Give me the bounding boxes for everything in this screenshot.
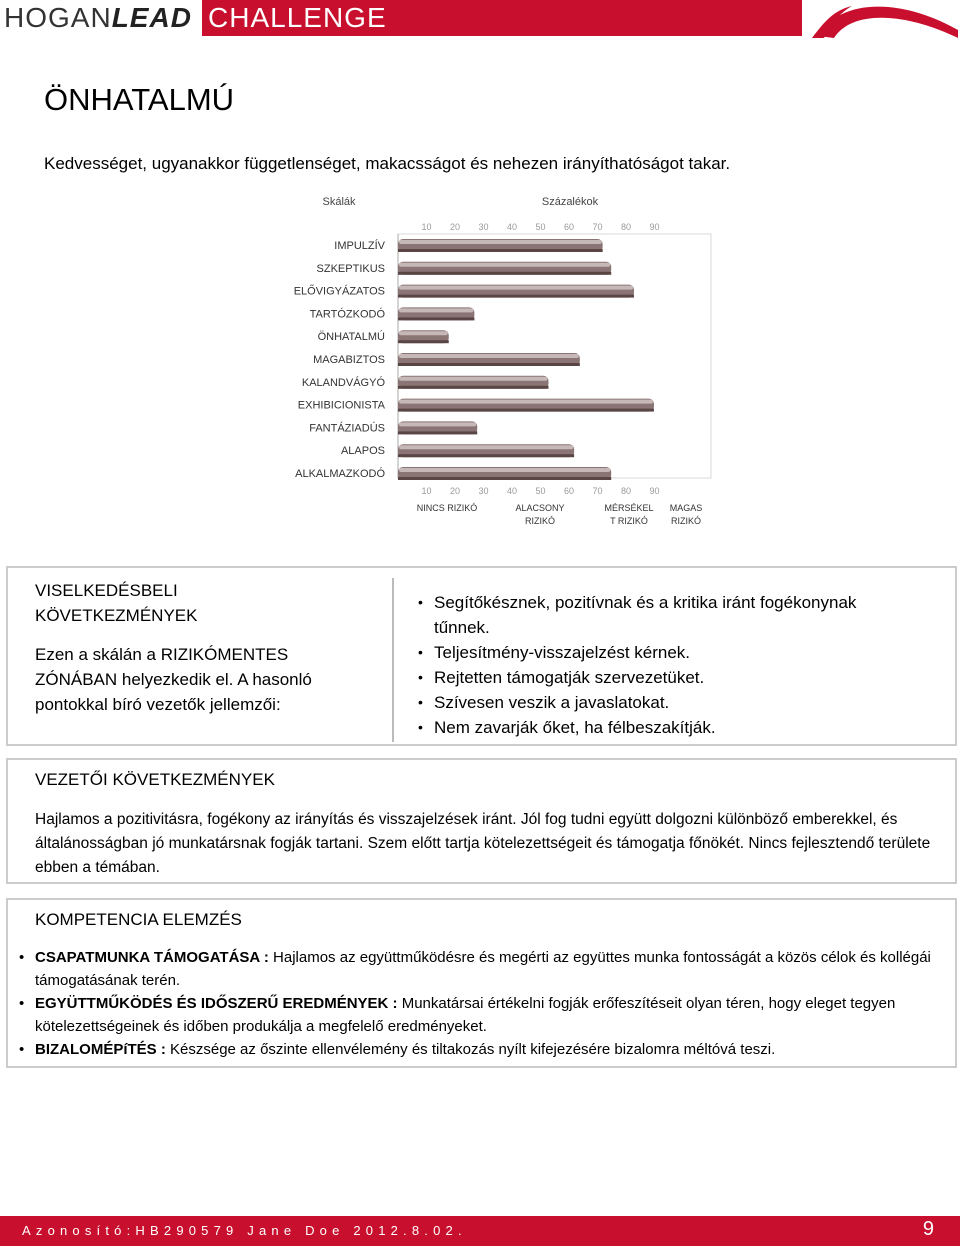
- tick-label: 20: [449, 222, 461, 232]
- competency-list: [35, 946, 945, 1061]
- tick-label: 70: [592, 486, 603, 496]
- tick-label: 40: [506, 222, 518, 232]
- product-name: CHALLENGE: [208, 2, 387, 33]
- bar-shadow: [398, 272, 611, 275]
- scale-label: IMPULZÍV: [334, 240, 385, 252]
- tick-label: 90: [649, 486, 660, 496]
- tick-label: 40: [506, 486, 518, 496]
- bar-highlight: [399, 468, 610, 472]
- scale-labels: [294, 239, 416, 480]
- bar-highlight: [399, 331, 448, 335]
- report-header: [0, 0, 960, 38]
- behavior-desc-1: Ezen a skálán a RIZIKÓMENTES: [35, 645, 289, 664]
- swoosh-graphic: [808, 0, 960, 38]
- list-item: [35, 992, 945, 1038]
- list-item: • Szívesen veszik a javaslatokat.: [418, 690, 898, 715]
- bar-shadow: [398, 454, 574, 457]
- divider: [392, 578, 394, 742]
- chart-title-percent: Százalékok: [541, 196, 599, 208]
- list-item: [35, 946, 945, 992]
- scale-label: KALANDVÁGYÓ: [301, 376, 385, 389]
- competency-box: [6, 898, 957, 1068]
- risk-zone-label: MÉRSÉKEL: [604, 503, 654, 513]
- brand-lead: LEAD: [111, 2, 192, 33]
- tick-label: 90: [649, 222, 660, 232]
- list-item: • Teljesítmény-visszajelzést kérnek.: [418, 640, 898, 665]
- scale-description: Kedvességet, ugyanakkor függetlenséget, makacsságot és nehezen irányíthatóságot takar.: [44, 154, 731, 173]
- scale-label: SZKEPTIKUS: [316, 262, 385, 275]
- behavior-title-1: VISELKEDÉSBELI: [35, 581, 178, 600]
- bar-shadow: [398, 249, 603, 252]
- competency-label: BIZALOMÉPíTÉS :: [35, 1041, 166, 1058]
- list-item: • Rejtetten támogatják szervezetüket.: [418, 665, 898, 690]
- product-banner: [202, 0, 802, 36]
- scale-label: ÖNHATALMÚ: [317, 331, 385, 344]
- risk-zone-label: ALACSONY: [515, 503, 565, 513]
- risk-zone-label: MAGAS: [669, 503, 703, 513]
- scale-label: EXHIBICIONISTA: [297, 399, 385, 412]
- risk-zone-label: RIZIKÓ: [670, 516, 702, 526]
- leadership-box: [6, 758, 957, 884]
- competency-title: KOMPETENCIA ELEMZÉS: [35, 910, 242, 929]
- competency-label: CSAPATMUNKA TÁMOGATÁSA :: [35, 949, 269, 966]
- bar-highlight: [399, 354, 579, 358]
- list-item: • Nem zavarják őket, ha félbeszakítják.: [418, 715, 898, 740]
- scale-label: ELŐVIGYÁZATOS: [293, 285, 385, 298]
- tick-label: 20: [449, 486, 461, 496]
- behavior-desc-3: pontokkal bíró vezetők jellemzői:: [35, 695, 281, 714]
- competency-text: Munkatársai értékelni fogják erőfeszítéseit olyan téren, hogy eleget tegyen kötelezettségeinek és időben produkálja a megfelelő eredményeket.: [35, 995, 896, 1035]
- risk-zone-label: NINCS RIZIKÓ: [416, 503, 478, 513]
- tick-label: 80: [620, 486, 632, 496]
- tick-label: 60: [563, 222, 575, 232]
- footer-bar: [0, 1216, 960, 1246]
- behavior-desc-2: ZÓNÁBAN helyezkedik el. A hasonló: [35, 670, 312, 689]
- tick-label: 30: [478, 486, 489, 496]
- bar-highlight: [399, 422, 476, 426]
- bar-highlight: [399, 400, 653, 404]
- tick-label: 60: [563, 486, 575, 496]
- brand-logo: [4, 2, 192, 34]
- bar-shadow: [398, 317, 474, 320]
- tick-label: 70: [592, 222, 603, 232]
- risk-zone-label: T RIZIKÓ: [610, 516, 648, 526]
- tick-label: 10: [421, 222, 432, 232]
- scale-label: MAGABIZTOS: [313, 354, 385, 366]
- scale-chart: [0, 188, 960, 533]
- scale-label: TARTÓZKODÓ: [309, 308, 385, 321]
- list-item: • Segítőkésznek, pozitívnak és a kritika iránt fogékonynak tűnnek.: [418, 590, 898, 640]
- tick-label: 80: [620, 222, 632, 232]
- competency-text: Készsége az őszinte ellenvélemény és tiltakozás nyílt kifejezésére bizalomra méltóvá teszi.: [165, 1041, 776, 1058]
- bar-highlight: [399, 377, 548, 381]
- bottom-ticks: [421, 486, 659, 496]
- tick-label: 10: [421, 486, 432, 496]
- competency-text: Hajlamos az együttműködésre és megérti az együttes munka fontosságát a közös célok és kollégái támogatásának terén.: [35, 949, 931, 989]
- bar-shadow: [398, 386, 549, 389]
- behavior-box: [6, 566, 957, 746]
- competency-label: EGYÜTTMŰKÖDÉS ÉS IDŐSZERŰ EREDMÉNYEK :: [35, 995, 398, 1012]
- scale-label: ALAPOS: [340, 445, 385, 458]
- list-item: [35, 1038, 945, 1061]
- bar-highlight: [399, 240, 602, 244]
- top-ticks: [421, 222, 659, 232]
- bar-highlight: [399, 445, 573, 449]
- scale-label: ALKALMAZKODÓ: [295, 468, 385, 480]
- footer-identifier: Azonosító:HB290579 Jane Doe 2012.8.02.: [22, 1223, 467, 1238]
- page-title: ÖNHATALMÚ: [44, 82, 235, 117]
- bar-shadow: [398, 409, 654, 412]
- bar-highlight: [399, 308, 473, 312]
- bar-shadow: [398, 295, 634, 298]
- scale-label: FANTÁZIADÚS: [309, 422, 385, 435]
- tick-label: 50: [535, 222, 546, 232]
- page-number: 9: [922, 1218, 934, 1240]
- risk-zones: [417, 503, 703, 526]
- bar-shadow: [398, 340, 449, 343]
- tick-label: 30: [478, 222, 489, 232]
- tick-label: 50: [535, 486, 546, 496]
- bar-shadow: [398, 477, 611, 480]
- risk-zone-label: RIZIKÓ: [524, 516, 556, 526]
- leadership-text: Hajlamos a pozitivitásra, fogékony az irányítás és visszajelzések iránt. Jól fog tudni együtt dolgozni különböző emberekkel, és általánosságban jó munkatársnak fogják tartani. Szem előtt tartja kötelezettségeit és támogatja főnökét. Nincs fejlesztendő területe ebben a témában.: [35, 811, 931, 876]
- bar-highlight: [399, 286, 633, 290]
- leadership-title: VEZETŐI KÖVETKEZMÉNYEK: [35, 770, 275, 789]
- bar-highlight: [399, 263, 610, 267]
- brand-hogan: HOGAN: [4, 2, 112, 33]
- behavior-title-2: KÖVETKEZMÉNYEK: [35, 606, 198, 625]
- chart-title-scales: Skálák: [322, 196, 356, 208]
- behavior-list: [418, 590, 898, 740]
- bar-shadow: [398, 363, 580, 366]
- bar-shadow: [398, 431, 477, 434]
